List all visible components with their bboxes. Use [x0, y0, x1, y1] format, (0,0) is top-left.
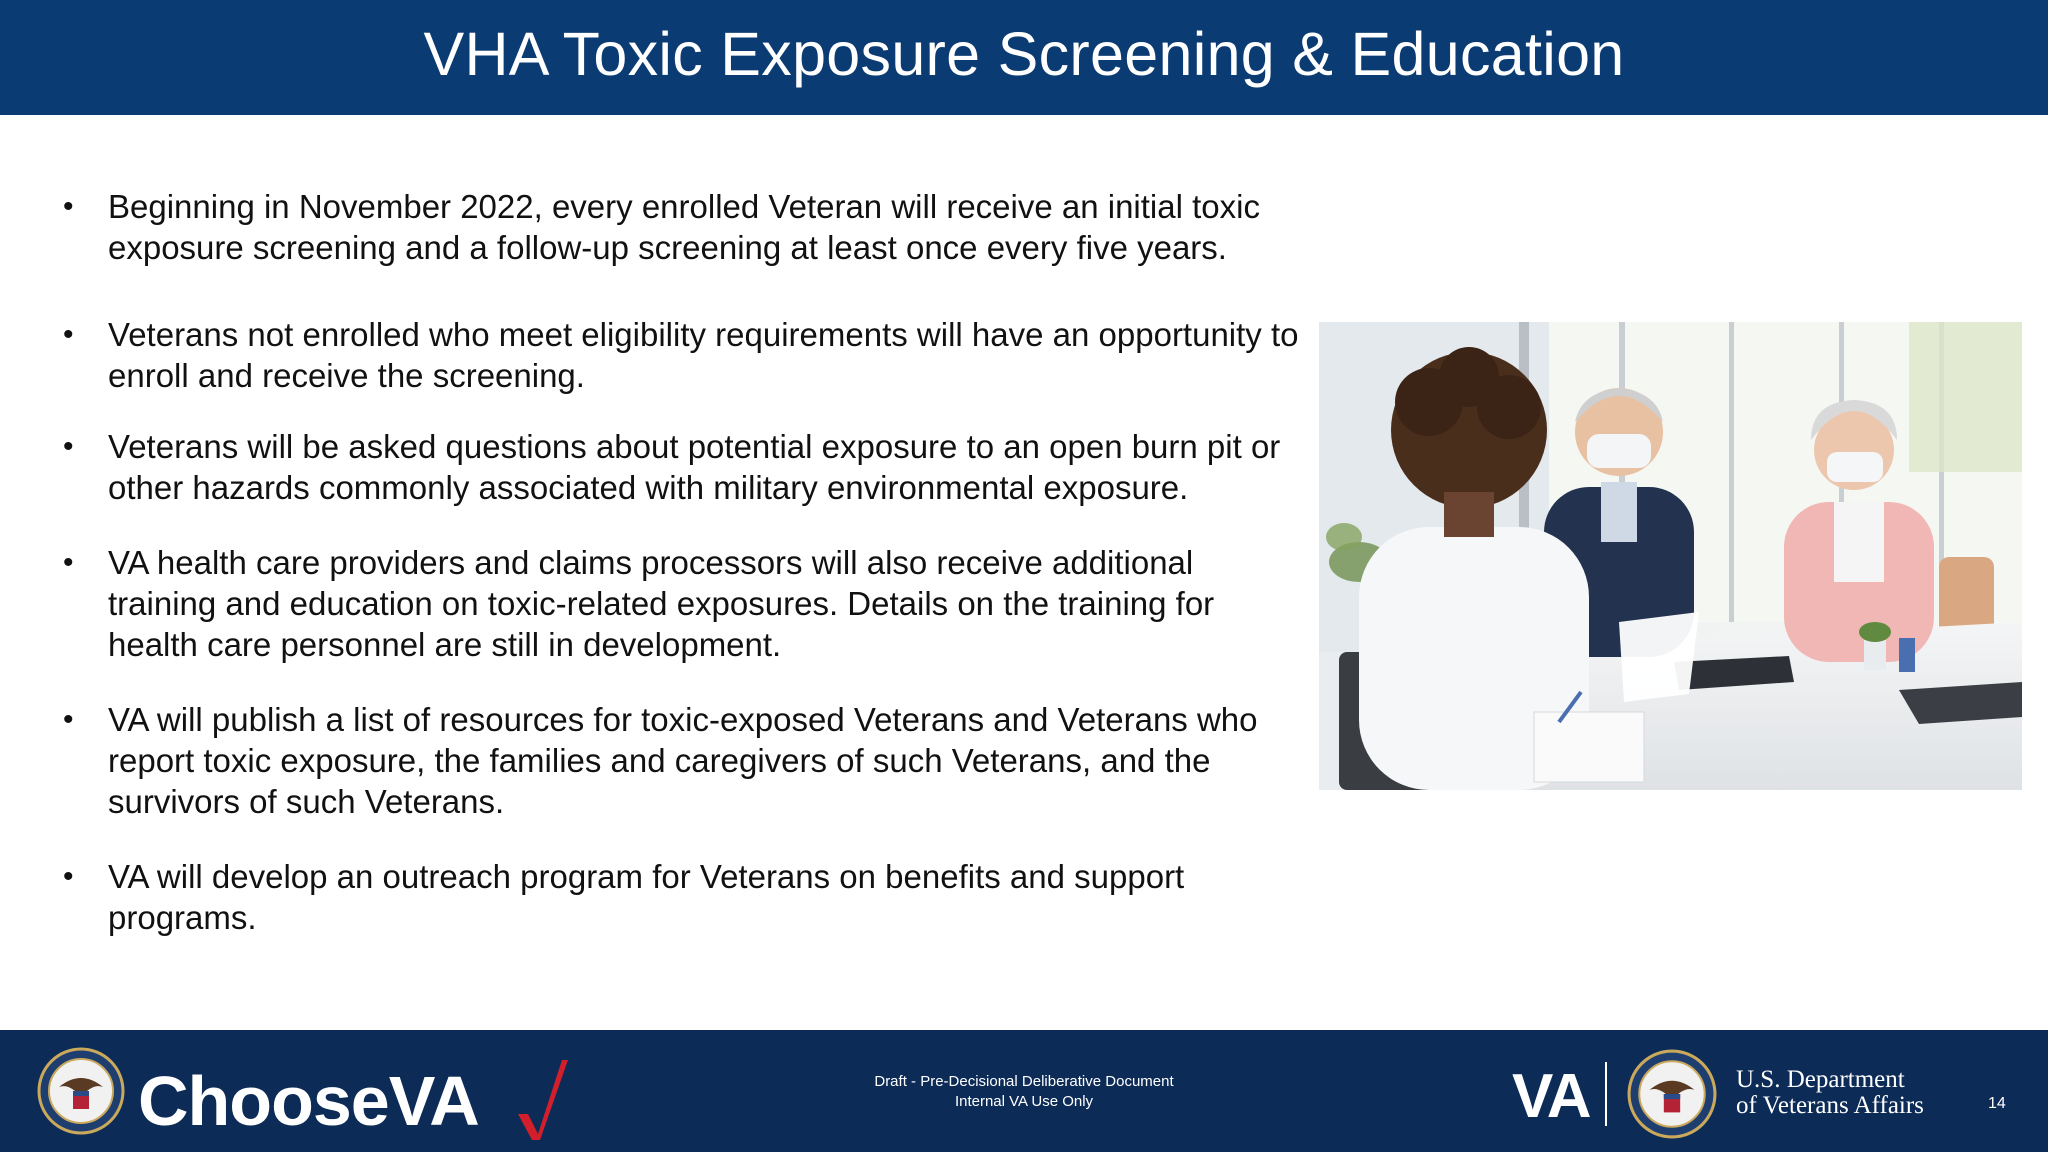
- red-check-icon: [518, 1060, 568, 1140]
- bullet-dot: •: [63, 190, 74, 223]
- consultation-photo: [1319, 322, 2022, 790]
- slide-title: VHA Toxic Exposure Screening & Education: [423, 19, 1625, 88]
- choose-va-logo-suffix: VA: [388, 1062, 479, 1140]
- department-name-line-2: of Veterans Affairs: [1736, 1092, 1924, 1119]
- department-name-line-1: U.S. Department: [1736, 1066, 1905, 1093]
- bullet-text-5: VA will publish a list of resources for toxic-exposed Veterans and Veterans who report toxic exposure, the families and caregivers of such Veterans, and the survivors of such Veterans.: [108, 701, 1258, 820]
- bullet-dot: •: [63, 318, 74, 351]
- photo-consultation-scene-icon: [1319, 322, 2022, 790]
- bullet-text-3: Veterans will be asked questions about potential exposure to an open burn pit or other hazards commonly associated with military environmental exposure.: [108, 428, 1281, 506]
- logo-divider: [1605, 1062, 1607, 1126]
- page-number: 14: [1988, 1095, 2006, 1112]
- bullet-text-2: Veterans not enrolled who meet eligibility requirements will have an opportunity to enroll and receive the screening.: [108, 316, 1299, 394]
- draft-notice-line-2: Internal VA Use Only: [954, 1093, 1094, 1110]
- bullet-text-4: VA health care providers and claims processors will also receive additional training and education on toxic-related exposures. Details on the training for health care personnel are still in development.: [108, 544, 1215, 663]
- bullet-dot: •: [63, 546, 74, 579]
- footer-bar: [0, 1030, 2048, 1152]
- bullet-item-5: [60, 699, 1300, 822]
- va-seal-icon: [1627, 1049, 1717, 1139]
- bullet-dot: •: [63, 430, 74, 463]
- bullet-item-2: [60, 314, 1300, 396]
- bullet-item-4: [60, 542, 1300, 665]
- bullet-item-1: [60, 186, 1300, 268]
- va-seal-icon: [37, 1047, 125, 1135]
- bullet-text-1: Beginning in November 2022, every enrolled Veteran will receive an initial toxic exposure screening and a follow-up screening at least once every five years.: [108, 188, 1260, 266]
- bullet-text-6: VA will develop an outreach program for Veterans on benefits and support programs.: [108, 858, 1185, 936]
- va-wordmark: VA: [1512, 1062, 1590, 1131]
- bullet-dot: •: [63, 860, 74, 893]
- bullet-dot: •: [63, 703, 74, 736]
- choose-va-logo: [138, 1062, 479, 1140]
- bullet-list: [60, 186, 1300, 938]
- department-name: [1736, 1067, 1924, 1119]
- bullet-item-3: [60, 426, 1300, 508]
- draft-notice-line-1: Draft - Pre-Decisional Deliberative Document: [874, 1073, 1174, 1090]
- choose-va-logo-prefix: Choose: [138, 1062, 389, 1140]
- draft-notice: [824, 1072, 1224, 1112]
- bullet-item-6: [60, 856, 1300, 938]
- title-bar: [0, 0, 2048, 115]
